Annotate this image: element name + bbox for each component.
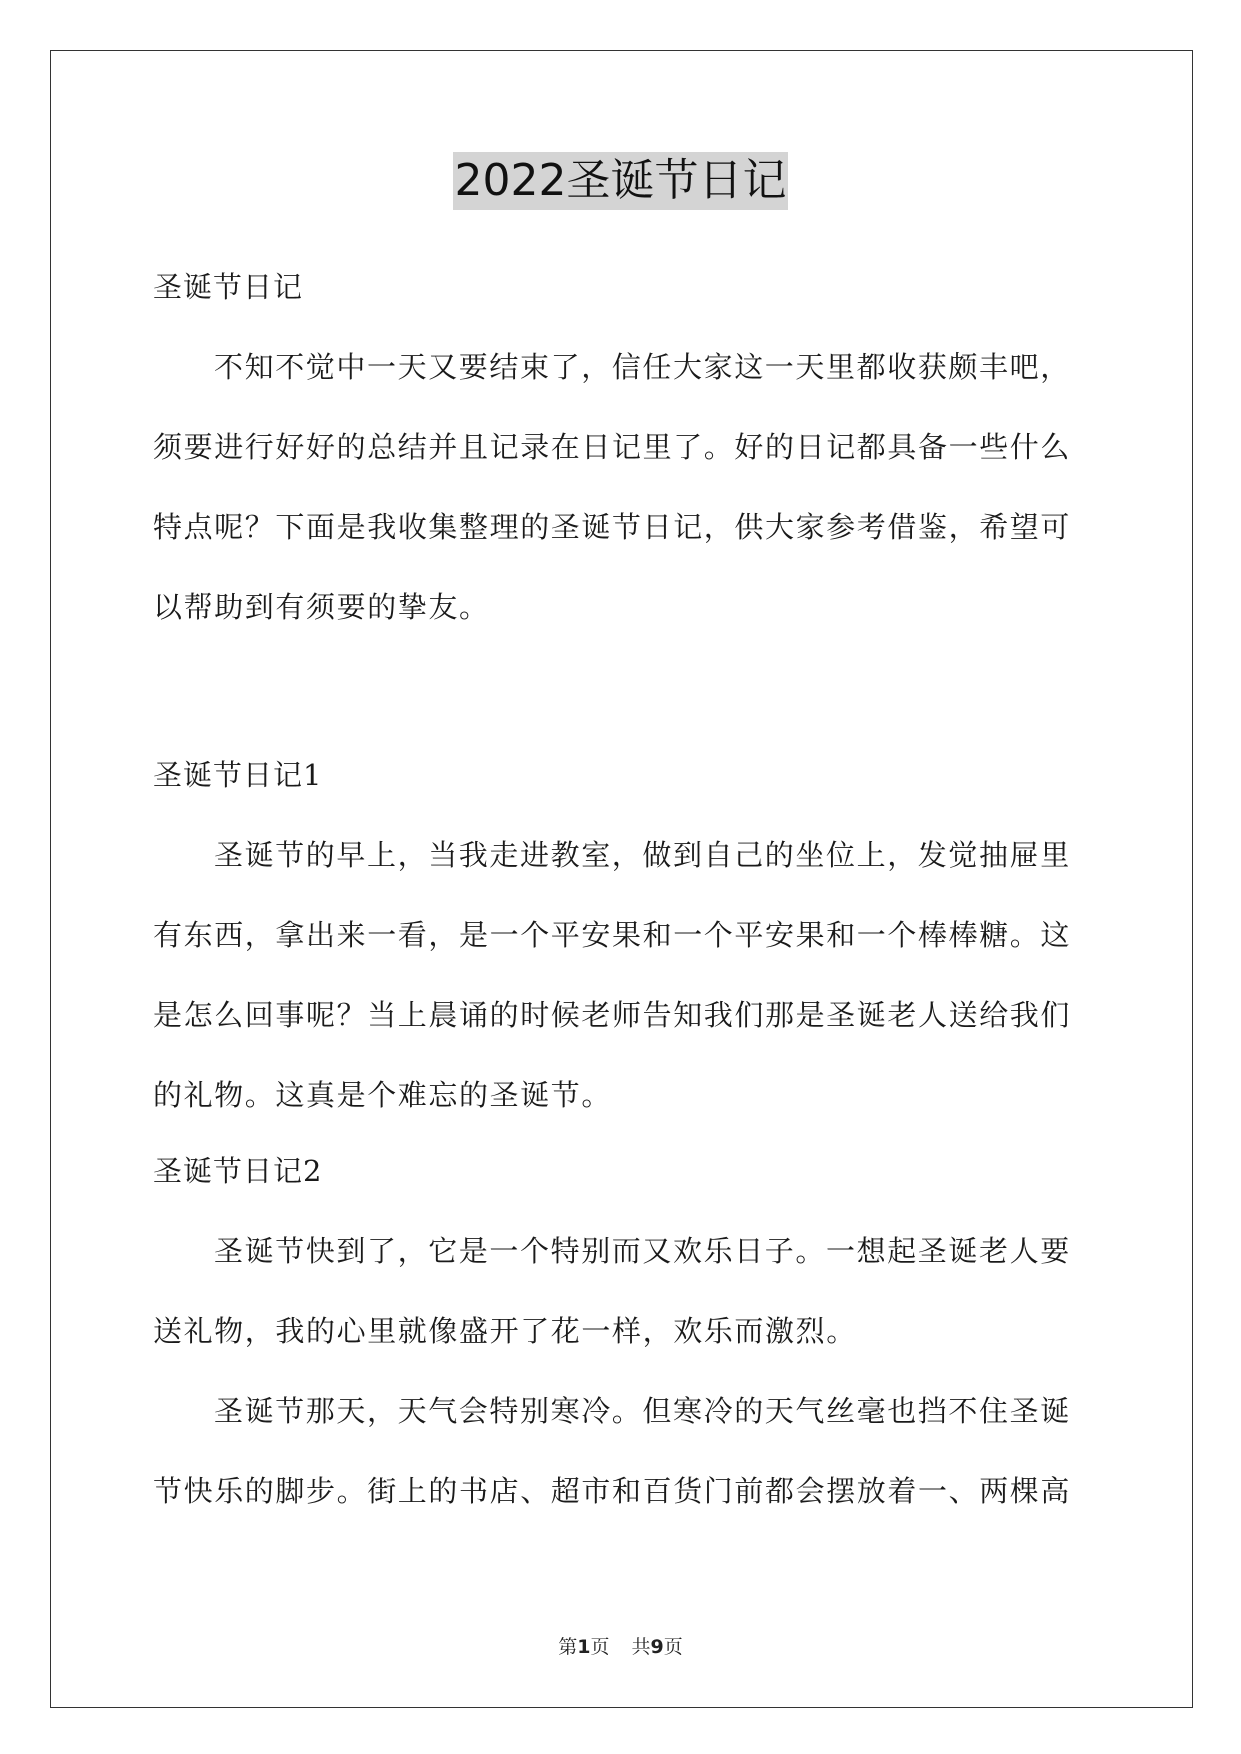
section2-line: 圣诞节快到了，它是一个特别而又欢乐日子。一想起圣诞老人要 (214, 1234, 1071, 1268)
total-suffix: 页 (663, 1636, 683, 1658)
section1-line: 有东西，拿出来一看，是一个平安果和一个平安果和一个棒棒糖。这 (153, 918, 1072, 952)
section-gap (153, 662, 1093, 750)
intro-heading: 圣诞节日记 (153, 270, 304, 304)
section2-line: 圣诞节那天，天气会特别寒冷。但寒冷的天气丝毫也挡不住圣诞 (214, 1394, 1071, 1428)
total-pages-number: 9 (650, 1636, 664, 1658)
intro-line: 不知不觉中一天又要结束了，信任大家这一天里都收获颇丰吧， (214, 350, 1071, 384)
section1-heading: 圣诞节日记1 (153, 758, 323, 792)
section1-line: 是怎么回事呢？当上晨诵的时候老师告知我们那是圣诞老人送给我们 (153, 998, 1072, 1032)
section2-heading: 圣诞节日记2 (153, 1154, 323, 1188)
intro-line: 以帮助到有须要的挚友。 (153, 590, 490, 624)
intro-line: 特点呢？下面是我收集整理的圣诞节日记，供大家参考借鉴，希望可 (153, 510, 1072, 544)
current-page-number: 1 (577, 1636, 591, 1658)
document-title: 2022圣诞节日记 (453, 152, 789, 210)
page-suffix: 页 (590, 1636, 610, 1658)
total-prefix: 共 (631, 1636, 651, 1658)
page-prefix: 第 (558, 1636, 578, 1658)
section1-line: 的礼物。这真是个难忘的圣诞节。 (153, 1078, 613, 1112)
title-container (0, 152, 1241, 210)
page-footer (0, 1632, 1241, 1659)
section2-line: 节快乐的脚步。街上的书店、超市和百货门前都会摆放着一、两棵高 (153, 1474, 1072, 1508)
section2-line: 送礼物，我的心里就像盛开了花一样，欢乐而激烈。 (153, 1314, 857, 1348)
intro-line: 须要进行好好的总结并且记录在日记里了。好的日记都具备一些什么 (153, 430, 1072, 464)
document-body (153, 262, 1093, 1546)
section1-line: 圣诞节的早上，当我走进教室，做到自己的坐位上，发觉抽屉里 (214, 838, 1071, 872)
